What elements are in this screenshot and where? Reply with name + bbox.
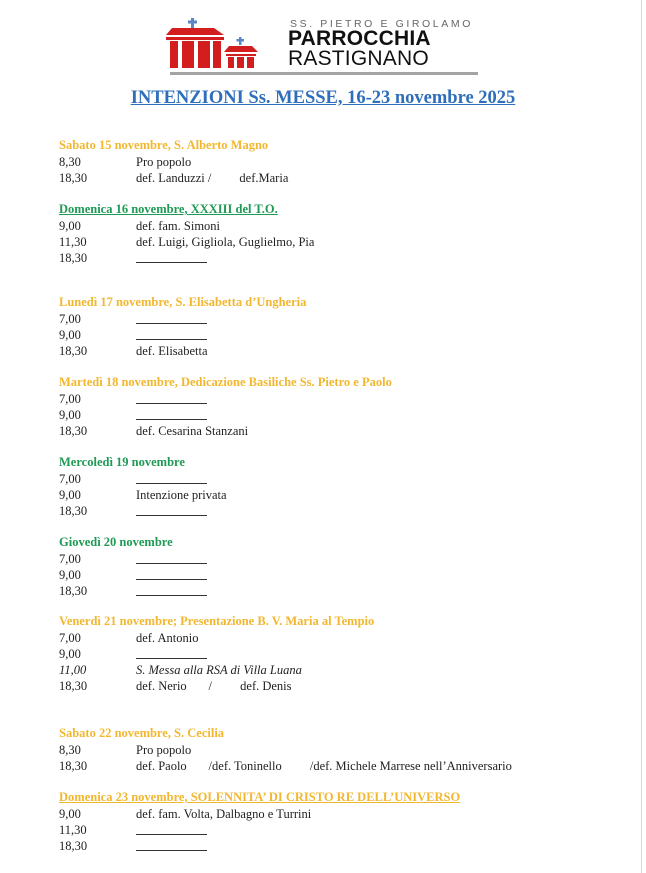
mass-row (59, 234, 315, 250)
day-section-sun-23 (59, 789, 460, 854)
mass-row (59, 806, 460, 822)
mass-time: 9,00 (59, 807, 81, 821)
mass-intention: def. Cesarina Stanzani (136, 424, 249, 438)
mass-time: 7,00 (59, 552, 81, 566)
day-heading: Lunedì 17 novembre, S. Elisabetta d’Ungheria (59, 295, 307, 309)
mass-row (59, 343, 306, 359)
day-heading: Sabato 22 novembre, S. Cecilia (59, 726, 225, 740)
mass-row (59, 678, 374, 694)
mass-time: 8,30 (59, 743, 81, 757)
mass-time: 9,00 (59, 568, 81, 582)
church-buildings-icon (164, 14, 284, 72)
blank-intention-line (136, 595, 207, 596)
mass-time: 11,30 (59, 235, 87, 249)
mass-time: 9,00 (59, 647, 81, 661)
mass-row (59, 646, 374, 662)
mass-time: 18,30 (59, 504, 88, 518)
mass-intention: def. fam. Simoni (136, 219, 221, 233)
day-section-sun-16 (59, 201, 315, 266)
mass-row-special (59, 662, 374, 678)
day-section-sat-15 (59, 137, 289, 186)
mass-time: 11,00 (59, 663, 87, 677)
mass-intention: def. Landuzzi / def.Maria (136, 171, 289, 185)
mass-time: 18,30 (59, 584, 88, 598)
mass-time: 18,30 (59, 839, 88, 853)
day-section-thu-20 (59, 534, 173, 599)
mass-time: 9,00 (59, 488, 81, 502)
mass-row (59, 838, 460, 854)
mass-row (59, 311, 306, 327)
mass-time: 7,00 (59, 631, 81, 645)
day-heading: Domenica 16 novembre, XXXIII del T.O. (59, 202, 278, 216)
mass-time: 7,00 (59, 392, 81, 406)
day-heading: Mercoledì 19 novembre (59, 455, 185, 469)
mass-row (59, 742, 224, 758)
day-section-mon-17 (59, 294, 306, 359)
mass-time: 9,00 (59, 219, 81, 233)
day-heading: Martedì 18 novembre, Dedicazione Basiliche Ss. Pietro e Paolo (59, 375, 392, 389)
blank-intention-line (136, 850, 207, 851)
mass-intention: def. Luigi, Gigliola, Guglielmo, Pia (136, 235, 315, 249)
mass-time: 9,00 (59, 408, 81, 422)
mass-time: 18,30 (59, 424, 88, 438)
mass-time: 18,30 (59, 344, 88, 358)
mass-row (59, 423, 392, 439)
mass-row (59, 391, 392, 407)
mass-row (59, 822, 460, 838)
mass-row (59, 407, 392, 423)
mass-row (59, 487, 227, 503)
parish-logo (164, 14, 484, 76)
mass-time: 18,30 (59, 679, 88, 693)
mass-row (59, 503, 185, 519)
mass-row (59, 154, 268, 170)
blank-intention-line (136, 339, 207, 340)
mass-intention: def. Antonio (136, 631, 199, 645)
mass-time: 18,30 (59, 759, 88, 773)
blank-intention-line (136, 483, 207, 484)
blank-intention-line (136, 658, 207, 659)
parish-subtitle: SS. PIETRO E GIROLAMO (290, 18, 473, 30)
mass-intention: def. Nerio / def. Denis (136, 679, 292, 693)
blank-intention-line (136, 563, 207, 564)
mass-time: 9,00 (59, 328, 81, 342)
blank-intention-line (136, 403, 207, 404)
day-section-wed-19 (59, 454, 227, 519)
parish-name-line2: RASTIGNANO (288, 47, 429, 70)
day-heading: Venerdì 21 novembre; Presentazione B. V. Maria al Tempio (59, 614, 375, 628)
mass-intention: S. Messa alla RSA di Villa Luana (136, 663, 302, 677)
mass-time: 7,00 (59, 312, 81, 326)
mass-time: 18,30 (59, 251, 88, 265)
mass-time: 18,30 (59, 171, 88, 185)
mass-intention: def. Paolo /def. Toninello /def. Michele Marrese nell’Anniversario (136, 759, 512, 773)
day-section-sat-22 (59, 725, 512, 774)
mass-intention: Pro popolo (136, 155, 192, 169)
blank-intention-line (136, 323, 207, 324)
logo-underline-bar (170, 72, 478, 75)
blank-intention-line (136, 262, 207, 263)
mass-intention: Intenzione privata (136, 488, 227, 502)
mass-row (59, 218, 278, 234)
mass-time: 11,30 (59, 823, 87, 837)
day-heading: Domenica 23 novembre, SOLENNITA’ DI CRISTO RE DELL’UNIVERSO (59, 790, 461, 804)
mass-intention: Pro popolo (136, 743, 192, 757)
page-edge-line (641, 0, 642, 873)
parish-name-line1: PARROCCHIA (288, 27, 431, 50)
day-section-fri-21 (59, 613, 374, 694)
mass-row (59, 630, 374, 646)
day-section-tue-18 (59, 374, 392, 439)
mass-row (59, 170, 289, 186)
blank-intention-line (136, 419, 207, 420)
blank-intention-line (136, 834, 207, 835)
mass-row (59, 583, 173, 599)
mass-row (59, 471, 185, 487)
mass-row (59, 327, 306, 343)
day-heading: Giovedì 20 novembre (59, 535, 173, 549)
mass-row (59, 551, 173, 567)
page-title: INTENZIONI Ss. MESSE, 16-23 novembre 2025 (130, 88, 516, 108)
blank-intention-line (136, 515, 207, 516)
mass-intention: def. Elisabetta (136, 344, 208, 358)
mass-row (59, 250, 278, 266)
day-heading: Sabato 15 novembre, S. Alberto Magno (59, 138, 269, 152)
mass-intention: def. fam. Volta, Dalbagno e Turrini (136, 807, 312, 821)
mass-row (59, 758, 512, 774)
mass-time: 7,00 (59, 472, 81, 486)
blank-intention-line (136, 579, 207, 580)
mass-row (59, 567, 173, 583)
mass-time: 8,30 (59, 155, 81, 169)
